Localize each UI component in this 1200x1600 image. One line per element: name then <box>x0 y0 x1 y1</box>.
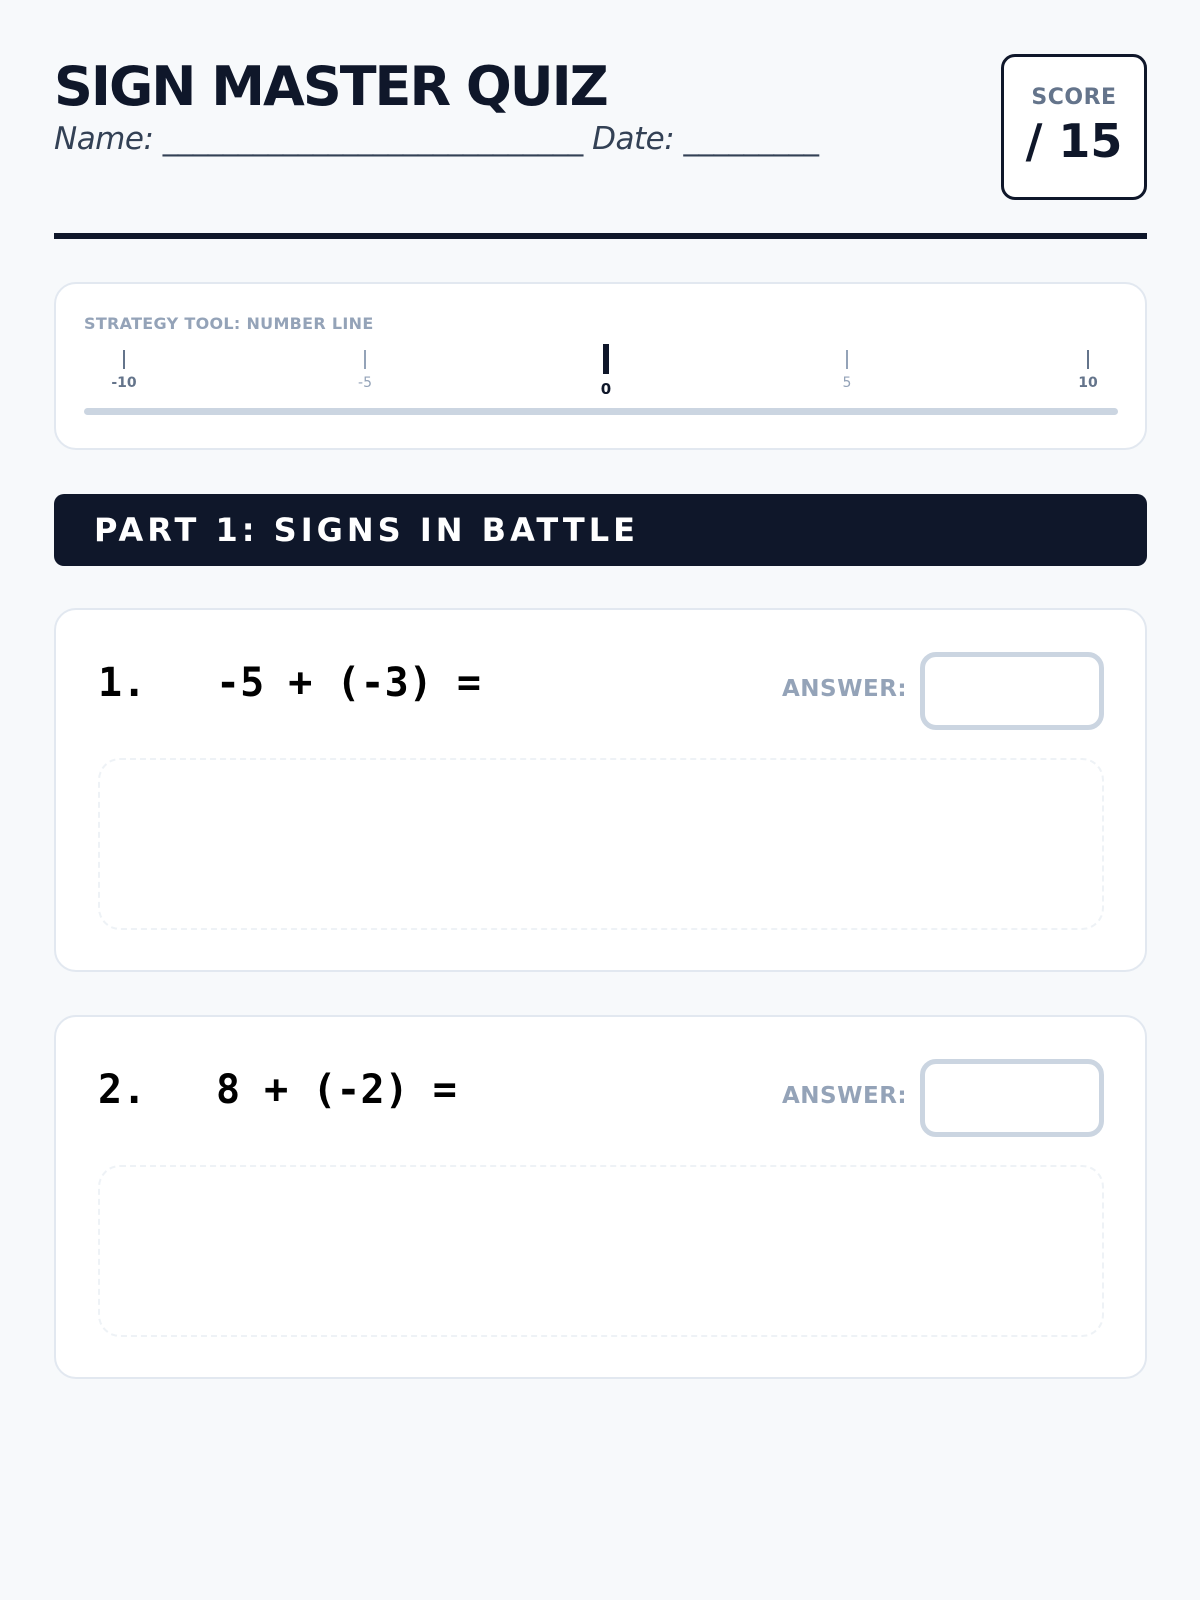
header-divider <box>54 233 1147 239</box>
question-expression: -5 + (-3) = <box>216 660 481 706</box>
page-title: SIGN MASTER QUIZ <box>54 55 607 118</box>
answer-input[interactable] <box>920 1059 1104 1137</box>
score-value: / 15 <box>1025 114 1123 168</box>
number-line-card <box>54 282 1147 450</box>
question-expression: 8 + (-2) = <box>216 1067 457 1113</box>
number-line <box>84 344 1118 424</box>
score-label: SCORE <box>1031 85 1117 110</box>
number-line-tick-label: 0 <box>600 380 612 398</box>
question-card <box>54 608 1147 972</box>
number-line-bar <box>84 408 1118 415</box>
answer-input[interactable] <box>920 652 1104 730</box>
quiz-page <box>54 0 1147 1113</box>
name-date-line: Name: ____________________________ Date: _________ <box>54 121 819 157</box>
quiz-header <box>54 0 1147 236</box>
answer-label: ANSWER: <box>782 1083 908 1109</box>
number-line-tick-label: 10 <box>1078 375 1098 391</box>
number-line-tick-label: -10 <box>111 375 137 391</box>
question-number: 2. <box>98 1067 147 1113</box>
part-banner: PART 1: SIGNS IN BATTLE <box>54 494 1147 566</box>
work-area[interactable] <box>98 758 1104 930</box>
answer-label: ANSWER: <box>782 676 908 702</box>
question-number: 1. <box>98 660 147 706</box>
number-line-label: STRATEGY TOOL: NUMBER LINE <box>84 314 374 333</box>
score-box <box>1001 54 1147 200</box>
number-line-tick-label: -5 <box>358 375 372 391</box>
number-line-tick-label: 5 <box>842 375 852 391</box>
question-card <box>54 1015 1147 1379</box>
work-area[interactable] <box>98 1165 1104 1337</box>
